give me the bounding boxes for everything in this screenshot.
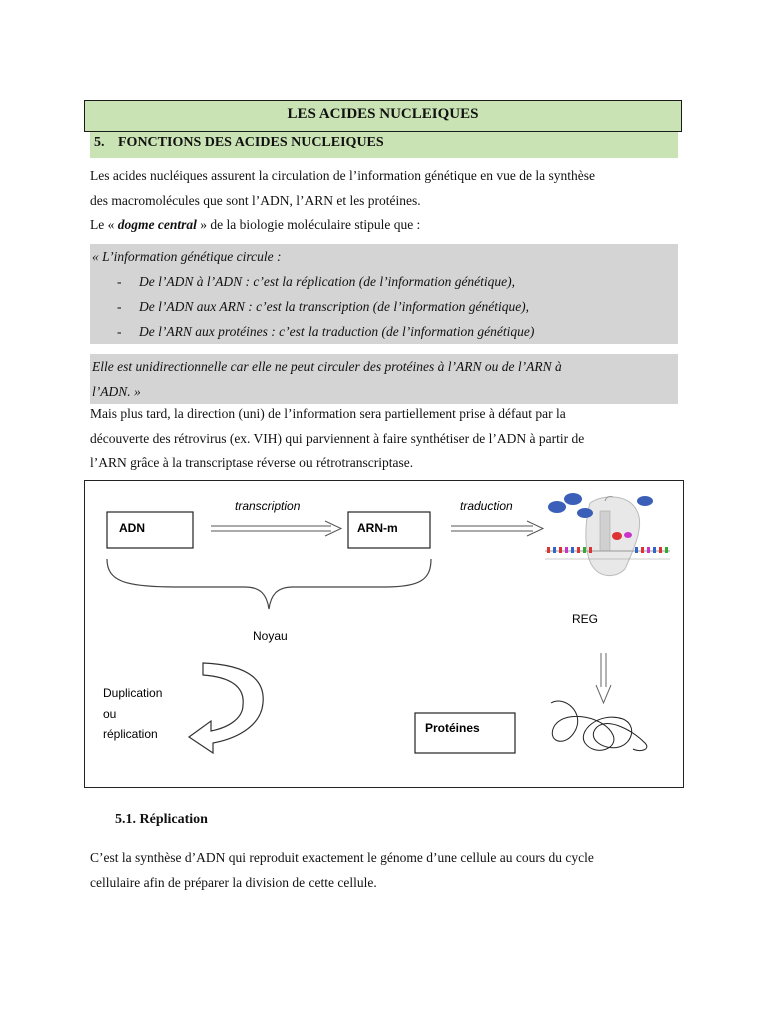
section-number: 5. [94,135,105,150]
replication-paragraph [90,846,680,895]
list-item: - De l’ADN à l’ADN : c’est la réplication (de l’information génétique), [117,274,516,289]
paragraph-line: l’ARN grâce à la transcriptase réverse ou rétrotranscriptase. [90,455,414,470]
dogme-suffix: » de la biologie moléculaire stipule que : [196,217,421,232]
folded-protein-scribble [551,701,647,751]
paragraph-line: cellulaire afin de préparer la division de cette cellule. [90,874,377,890]
list-item: - De l’ADN aux ARN : c’est la transcription (de l’information génétique), [117,299,530,314]
replication-label: réplication [103,727,158,741]
paragraph-line: Mais plus tard, la direction (uni) de l’information sera partiellement prise à défaut par la [90,406,566,421]
paragraph-line: découverte des rétrovirus (ex. VIH) qui parviennent à faire synthétiser de l’ADN à partir de [90,430,585,446]
intro-line: des macromolécules que sont l’ADN, l’ARN et les protéines. [90,192,421,208]
proteines-label: Protéines [425,721,480,735]
ou-label: ou [103,707,117,721]
dogme-term: dogme central [117,217,197,232]
paragraph-line: C’est la synthèse d’ADN qui reproduit exactement le génome d’une cellule au cours du cycle [90,850,594,865]
quote-closing-line: l’ADN. » [92,384,141,399]
diagram-svg [85,481,683,787]
arnm-label: ARN-m [357,521,398,535]
list-item-text: De l’ADN à l’ADN : c’est la réplication (de l’information génétique), [139,274,516,289]
page-title: LES ACIDES NUCLEIQUES [84,100,682,132]
ribosome-illustration [545,493,670,576]
section-title: FONCTIONS DES ACIDES NUCLEIQUES [118,135,384,150]
dogme-line [90,213,680,238]
retrovirus-paragraph [90,402,678,476]
section-heading [90,132,678,158]
dogma-quote-block [90,244,678,344]
duplication-curved-arrow [189,663,263,753]
noyau-brace [107,559,431,609]
adn-label: ADN [119,521,145,535]
quote-closing-line: Elle est unidirectionnelle car elle ne peut circuler des protéines à l’ARN ou de l’ARN à [92,359,562,374]
subsection-title: 5.1. Réplication [115,812,208,827]
reg-arrow [596,653,611,703]
reg-label: REG [572,612,599,626]
traduction-label: traduction [460,499,513,513]
dogme-prefix: Le « [90,217,118,232]
list-item-text: De l’ARN aux protéines : c’est la traduction (de l’information génétique) [139,324,535,339]
transcription-arrow [211,521,341,536]
list-item: - De l’ARN aux protéines : c’est la traduction (de l’information génétique) [117,324,535,339]
quote-opening: « L’information génétique circule : [92,249,282,264]
noyau-label: Noyau [253,629,288,643]
central-dogma-diagram [84,480,684,788]
list-item-text: De l’ADN aux ARN : c’est la transcription (de l’information génétique), [139,299,530,314]
duplication-label: Duplication [103,686,163,700]
transcription-label: transcription [235,499,301,513]
dogma-quote-closing [90,354,678,404]
traduction-arrow [451,521,543,536]
intro-line: Les acides nucléiques assurent la circulation de l’information génétique en vue de la synthèse [90,168,595,183]
intro-paragraph [90,164,680,238]
